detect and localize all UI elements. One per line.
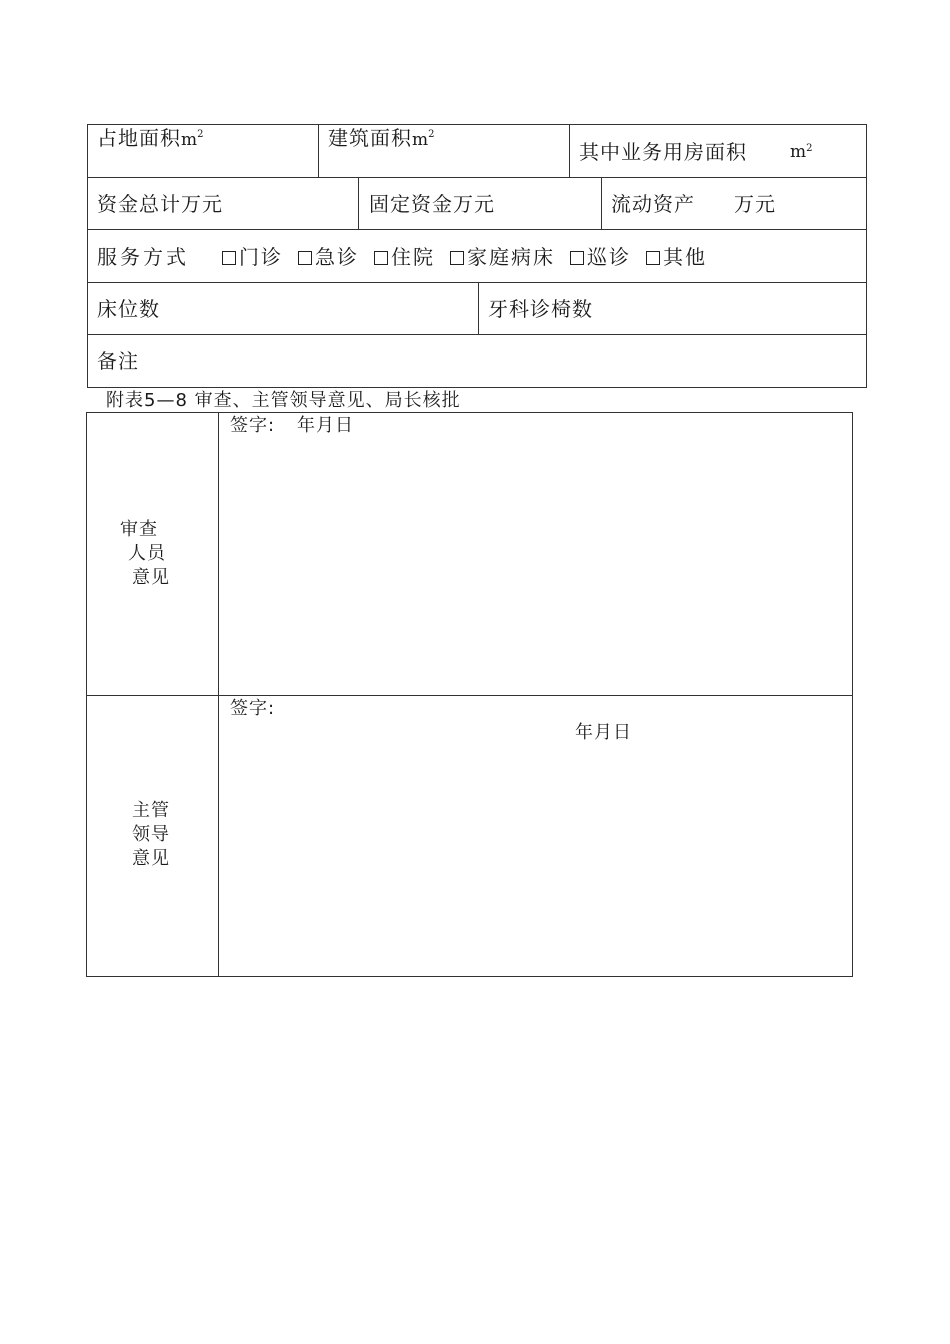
supervisor-label-line-1: 主管 [132, 800, 170, 821]
land-area-unit: m [181, 130, 198, 150]
service-mode-options [222, 245, 722, 269]
building-area-cell [328, 126, 435, 152]
checkbox-icon[interactable] [298, 251, 312, 265]
supervisor-label-line-3: 意见 [132, 848, 170, 869]
supervisor-date-label: 年月日 [575, 722, 632, 743]
business-area-cell [579, 140, 747, 164]
table1-col-divider [478, 282, 479, 334]
land-area-unit-exp: 2 [197, 129, 204, 140]
dental-chair-count-label: 牙科诊椅数 [488, 297, 593, 321]
reviewer-opinion-area[interactable] [222, 440, 848, 690]
reviewer-label-line-2: 人员 [128, 543, 166, 564]
reviewer-label-line-3: 意见 [132, 567, 170, 588]
option-outpatient[interactable]: 门诊 [222, 245, 283, 269]
checkbox-icon[interactable] [374, 251, 388, 265]
total-funds-label: 资金总计万元 [97, 192, 223, 216]
reviewer-date-label: 年月日 [297, 415, 354, 436]
current-assets-label: 流动资产 [611, 192, 695, 216]
service-mode-label: 服务方式 [97, 245, 189, 269]
supervisor-opinion-area[interactable] [222, 750, 848, 970]
building-area-label: 建筑面积 [328, 126, 412, 150]
building-area-unit: m [412, 130, 429, 150]
table1-row-divider [87, 229, 867, 230]
table1-col-divider [601, 177, 602, 229]
remarks-label: 备注 [97, 349, 139, 373]
business-area-unit-cell [790, 140, 813, 164]
approval-row-divider [86, 695, 853, 696]
reviewer-label-line-1: 审查 [120, 519, 158, 540]
table1-row-divider [87, 282, 867, 283]
building-area-unit-exp: 2 [428, 129, 435, 140]
checkbox-icon[interactable] [646, 251, 660, 265]
bed-count-label: 床位数 [97, 297, 160, 321]
supervisor-sign-label: 签字: [230, 698, 276, 719]
table-caption: 附表5—8 审查、主管领导意见、局长核批 [106, 390, 461, 411]
supervisor-label-line-2: 领导 [132, 824, 170, 845]
table1-row-divider [87, 334, 867, 335]
option-home-bed[interactable]: 家庭病床 [450, 245, 555, 269]
land-area-cell [97, 126, 204, 152]
table1-row-divider [87, 177, 867, 178]
checkbox-icon[interactable] [570, 251, 584, 265]
fixed-funds-label: 固定资金万元 [369, 192, 495, 216]
table1-col-divider [318, 124, 319, 177]
checkbox-icon[interactable] [222, 251, 236, 265]
business-area-label: 其中业务用房面积 [579, 140, 747, 164]
option-inpatient[interactable]: 住院 [374, 245, 435, 269]
checkbox-icon[interactable] [450, 251, 464, 265]
business-area-unit: m [790, 142, 807, 162]
current-assets-unit: 万元 [734, 192, 776, 216]
reviewer-sign-label: 签字: [230, 415, 276, 436]
table1-col-divider [569, 124, 570, 177]
option-emergency[interactable]: 急诊 [298, 245, 359, 269]
business-area-unit-exp: 2 [806, 143, 813, 154]
table1-col-divider [358, 177, 359, 229]
land-area-label: 占地面积 [97, 126, 181, 150]
option-other[interactable]: 其他 [646, 245, 707, 269]
option-rounds[interactable]: 巡诊 [570, 245, 631, 269]
